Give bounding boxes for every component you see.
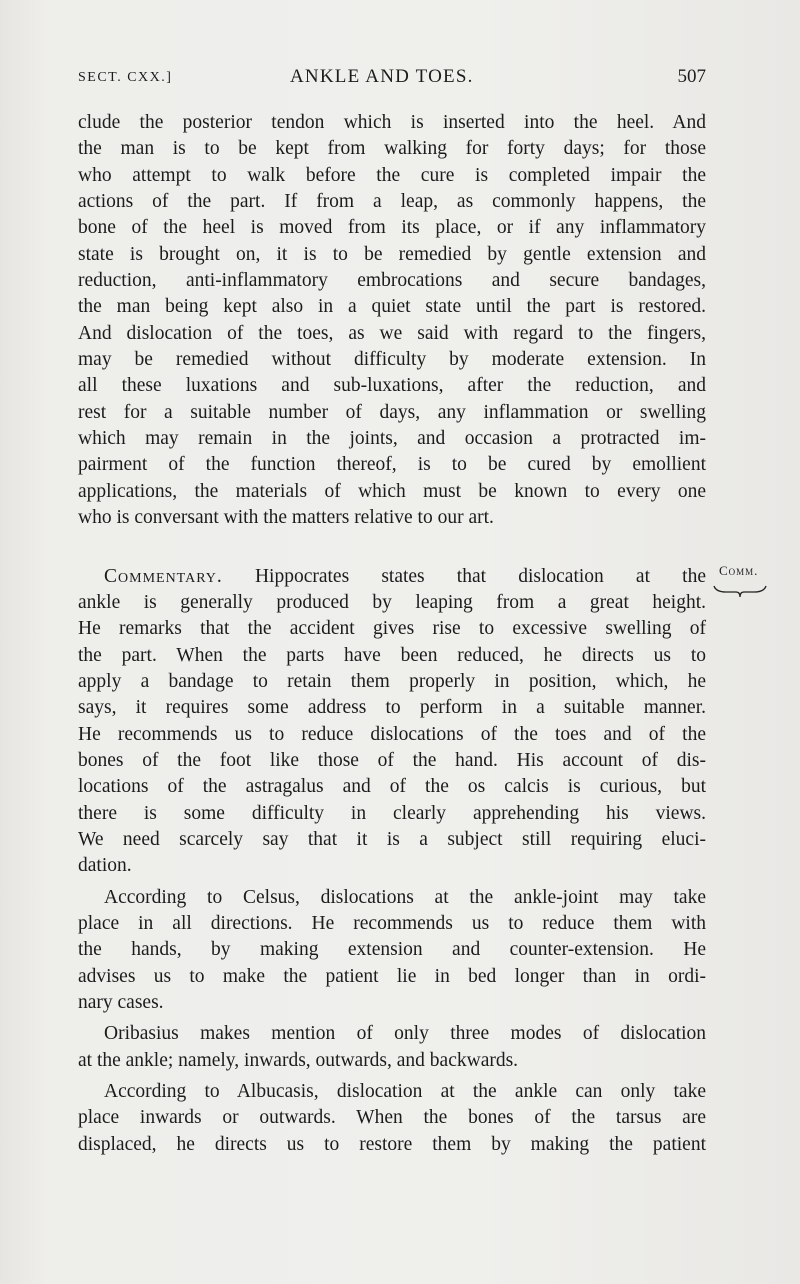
text-line: bone of the heel is moved from its place, or if any inflammatory — [78, 217, 706, 239]
text-line: reduction, anti-inflammatory embrocations and secure bandages, — [78, 270, 706, 292]
commentary-paragraph — [78, 564, 706, 880]
text-line: clude the posterior tendon which is inserted into the heel. And — [78, 112, 706, 133]
text-line: applications, the materials of which must be known to every one — [78, 480, 706, 502]
text-line: rest for a suitable number of days, any inflammation or swelling — [78, 401, 706, 423]
text-line: may be remedied without difficulty by moderate extension. In — [78, 349, 706, 371]
text-line: According to Celsus, dislocations at the ankle-joint may take — [104, 886, 706, 908]
text-line: He remarks that the accident gives rise to excessive swelling of — [78, 618, 706, 640]
text-line: place inwards or outwards. When the bones of the tarsus are — [78, 1107, 706, 1129]
text-line: the part. When the parts have been reduced, he directs us to — [78, 644, 706, 666]
body-text — [78, 110, 706, 1158]
text-line: And dislocation of the toes, as we said with regard to the fingers, — [78, 322, 706, 344]
text-line: ankle is generally produced by leaping from a great height. — [78, 591, 706, 613]
text-line: who attempt to walk before the cure is completed impair the — [78, 164, 706, 186]
text-line: pairment of the function thereof, is to be cured by emollient — [78, 454, 706, 476]
text-line: the man being kept also in a quiet state until the part is restored. — [78, 296, 706, 318]
text-line: According to Albucasis, dislocation at the ankle can only take — [104, 1081, 706, 1103]
text-line: dation. — [78, 855, 132, 877]
text-line: the man is to be kept from walking for forty days; for those — [78, 138, 706, 160]
text-line: bones of the foot like those of the hand. His account of dis- — [78, 749, 706, 771]
text-line: apply a bandage to retain them properly in position, which, he — [78, 670, 706, 692]
text-line: says, it requires some address to perform in a suitable manner. — [78, 697, 706, 719]
text-line: Oribasius makes mention of only three modes of dislocation — [104, 1023, 706, 1045]
text-line: place in all directions. He recommends us to reduce them with — [78, 912, 706, 934]
text-line: the hands, by making extension and counter-extension. He — [78, 939, 706, 961]
margin-note: Comm. — [719, 563, 759, 578]
commentary-lead: Commentary. — [104, 565, 223, 587]
brace-icon — [712, 584, 768, 598]
running-header — [78, 66, 706, 90]
text-line: He recommends us to reduce dislocations of the toes and of the — [78, 723, 706, 745]
section-marker: SECT. CXX.] — [78, 70, 173, 85]
text-line: displaced, he directs us to restore them by making the patient — [78, 1133, 706, 1155]
paragraph — [78, 885, 706, 1017]
text-line: who is conversant with the matters relative to our art. — [78, 507, 494, 529]
text-line: all these luxations and sub-luxations, after the reduction, and — [78, 375, 706, 397]
page-number: 507 — [677, 66, 706, 87]
paragraph — [78, 1079, 706, 1158]
running-title: ANKLE AND TOES. — [290, 66, 474, 87]
text-line: locations of the astragalus and of the os calcis is curious, but — [78, 776, 706, 798]
text-line: which may remain in the joints, and occasion a protracted im- — [78, 428, 706, 450]
paragraph — [78, 110, 706, 532]
paragraph — [78, 1021, 706, 1074]
text-line: advises us to make the patient lie in bed longer than in ordi- — [78, 965, 706, 987]
text-line: nary cases. — [78, 992, 164, 1013]
text-line: actions of the part. If from a leap, as commonly happens, the — [78, 191, 706, 213]
text-line — [78, 564, 706, 590]
text-line-rest: Hippocrates states that dislocation at the — [222, 565, 706, 587]
text-line: there is some difficulty in clearly apprehending his views. — [78, 802, 706, 824]
text-line: state is brought on, it is to be remedied by gentle extension and — [78, 243, 706, 265]
text-line: at the ankle; namely, inwards, outwards, and backwards. — [78, 1049, 519, 1071]
text-line: We need scarcely say that it is a subject still requiring eluci- — [78, 828, 706, 850]
